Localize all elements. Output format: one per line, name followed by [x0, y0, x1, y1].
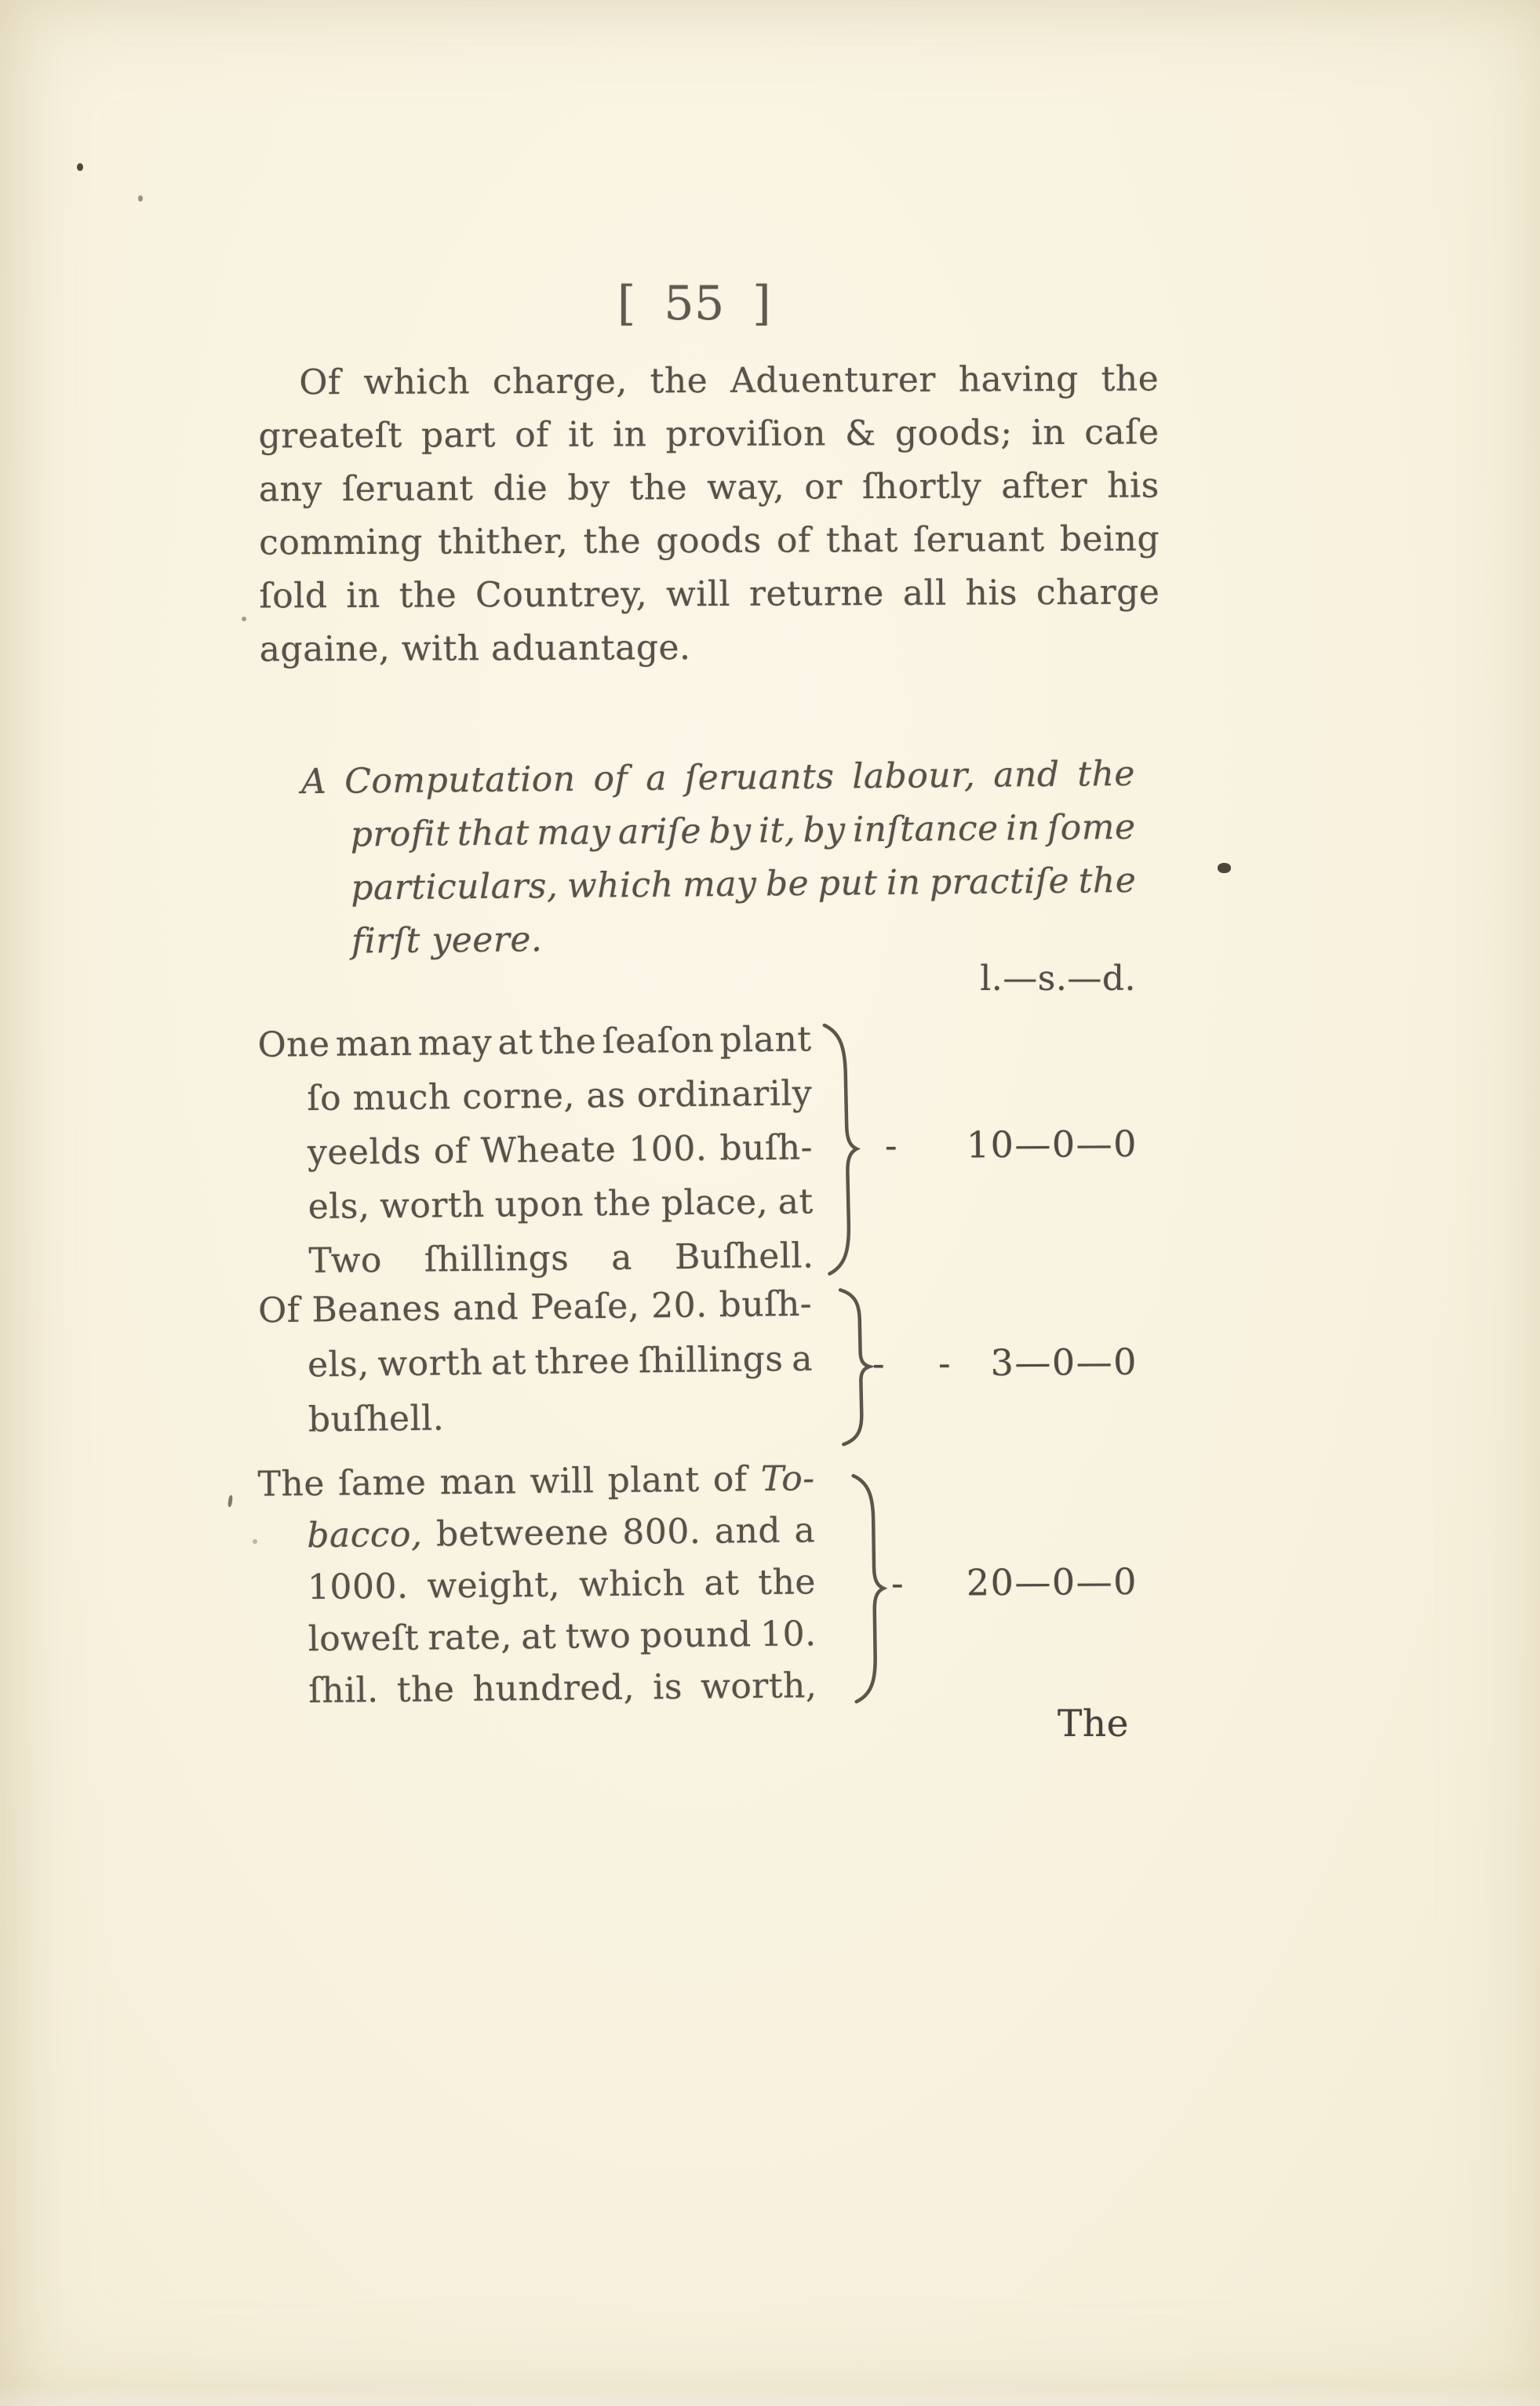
word: die — [493, 468, 548, 509]
word: hundred, — [472, 1667, 635, 1709]
word: his — [965, 573, 1018, 613]
text-line — [257, 1453, 815, 1510]
word: in — [886, 862, 921, 903]
word: may — [536, 812, 611, 854]
word: way, — [707, 467, 785, 508]
word: betweene — [435, 1512, 610, 1555]
word: and — [452, 1287, 519, 1329]
ink-speck — [138, 195, 143, 202]
word: it, — [758, 810, 796, 851]
word: practiſe — [929, 861, 1070, 903]
text-line — [259, 1608, 817, 1665]
page-bottom-edge — [0, 2386, 1540, 2406]
word: Of — [257, 1290, 300, 1331]
value-row-beanes — [872, 1341, 1138, 1389]
value-dash: - — [890, 1561, 905, 1605]
word: corne, — [462, 1076, 576, 1117]
word: Beanes — [311, 1288, 442, 1330]
value-dash: - — [937, 1341, 952, 1385]
body-paragraph — [258, 352, 1160, 676]
value-row-tobacco — [891, 1560, 1138, 1609]
word: Wheate — [480, 1129, 617, 1171]
word: any — [258, 469, 322, 510]
word: at — [704, 1563, 740, 1603]
word: Computation — [344, 759, 576, 802]
word: a — [791, 1338, 814, 1380]
word: comming — [259, 522, 423, 563]
word: a — [794, 1510, 816, 1551]
word: three — [534, 1341, 631, 1383]
text-line — [258, 1505, 816, 1562]
word: after — [1001, 465, 1088, 507]
word: greateſt — [258, 415, 402, 457]
computation-heading — [301, 748, 1138, 969]
word: ſo — [307, 1078, 342, 1119]
word: proviſion — [665, 413, 827, 455]
word: his — [1107, 465, 1160, 506]
word: A — [300, 761, 327, 803]
word: will — [665, 573, 731, 615]
word: that — [457, 813, 530, 854]
word: & — [844, 413, 876, 454]
word: may — [417, 1022, 493, 1064]
word: that — [825, 519, 899, 561]
word: ſeruant — [913, 519, 1045, 560]
word: The — [257, 1463, 326, 1505]
word: which — [566, 864, 674, 906]
word: worth — [377, 1342, 483, 1385]
word: the — [538, 1021, 597, 1062]
brace-entry-beanes — [832, 1286, 874, 1447]
word: upon — [494, 1184, 584, 1225]
word: ordinarily — [636, 1073, 813, 1116]
word: having — [958, 359, 1079, 400]
word: at — [521, 1616, 557, 1658]
text-line — [301, 801, 1136, 862]
value-dash: - — [884, 1124, 899, 1167]
word: ſame — [337, 1462, 427, 1504]
word: charge, — [492, 361, 628, 402]
word: of — [776, 520, 811, 561]
word: may — [682, 864, 757, 905]
word: labour, — [852, 755, 976, 797]
word: ariſe — [617, 811, 702, 853]
word: the — [396, 1669, 455, 1710]
word: place, — [661, 1181, 769, 1224]
text-line — [259, 512, 1160, 570]
word: caſe — [1084, 412, 1160, 453]
word: the — [399, 575, 457, 616]
word: goods; — [894, 413, 1013, 453]
word: in — [612, 414, 647, 455]
word: 800. — [622, 1511, 701, 1552]
word: Aduenturer — [730, 359, 937, 401]
word: To- — [760, 1458, 815, 1500]
word: of — [515, 414, 550, 456]
catchword: The — [1058, 1702, 1129, 1745]
word: weight, — [427, 1564, 561, 1607]
text-line — [260, 1660, 817, 1717]
word: the — [650, 361, 708, 402]
ink-speck — [253, 1539, 257, 1544]
word: the — [1077, 753, 1136, 795]
word: in — [346, 575, 380, 617]
word: by — [567, 468, 610, 508]
word: Buſhell. — [674, 1236, 814, 1278]
brace-entry-corne — [815, 1019, 863, 1279]
word: 100. — [628, 1128, 708, 1170]
word: man — [335, 1023, 413, 1065]
text-line — [258, 406, 1159, 463]
text-line — [259, 459, 1160, 516]
word: ſeruants — [684, 756, 835, 799]
word: the — [583, 521, 642, 562]
word: ſold — [259, 576, 328, 617]
word: rate, — [428, 1617, 513, 1658]
word: goods — [656, 520, 762, 562]
money-value: 10—0—0 — [966, 1122, 1138, 1167]
word: a — [611, 1237, 633, 1278]
money-column-header: l.—s.—d. — [980, 959, 1136, 999]
word: loweſt — [308, 1618, 420, 1660]
word: and — [714, 1510, 781, 1552]
word: ſhortly — [861, 466, 982, 508]
word: plant — [719, 1019, 812, 1061]
word: the — [1101, 359, 1160, 399]
text-line — [258, 1066, 813, 1126]
word: Two — [308, 1240, 383, 1282]
value-row-corne — [885, 1123, 1138, 1171]
word: els, — [307, 1344, 370, 1385]
word: put — [817, 863, 878, 904]
word: of — [593, 759, 628, 799]
word: much — [352, 1077, 451, 1119]
text-line — [258, 352, 1159, 409]
word: the — [758, 1562, 817, 1603]
word: plant — [607, 1459, 700, 1501]
text-line — [257, 1012, 812, 1072]
page-number: [ 55 ] — [617, 276, 772, 331]
word: at — [490, 1342, 527, 1383]
word: ſhillings — [638, 1339, 784, 1381]
money-value: 3—0—0 — [990, 1340, 1138, 1385]
entry-corne — [257, 1012, 814, 1288]
word: Of — [299, 362, 341, 403]
word: or — [804, 467, 843, 508]
word: ſhil. — [308, 1670, 379, 1712]
word: two — [565, 1615, 632, 1657]
word: worth — [379, 1185, 486, 1227]
word: in — [1005, 808, 1040, 849]
word: returne — [748, 573, 885, 614]
word: particulars, — [351, 865, 559, 908]
word: ſeaſon — [602, 1020, 715, 1062]
word: One — [257, 1024, 330, 1065]
value-dash: - — [872, 1342, 887, 1385]
word: by — [708, 810, 752, 852]
word: ſhillings — [424, 1238, 570, 1280]
word: which — [578, 1563, 686, 1605]
word: els, — [308, 1186, 370, 1228]
word: buſh- — [719, 1127, 814, 1169]
brace-entry-tobacco — [844, 1471, 888, 1707]
word: Countrey, — [475, 574, 648, 616]
ink-speck — [242, 617, 246, 621]
word: by — [803, 810, 846, 850]
text-segment: againe, with aduantage. — [259, 628, 691, 670]
text-line — [259, 1387, 814, 1449]
word: ſeruant — [341, 468, 474, 510]
word: profit — [350, 814, 450, 855]
word: 20. — [650, 1285, 708, 1327]
text-segment: buſhell. — [308, 1398, 445, 1440]
word: the — [1078, 860, 1137, 901]
word: in — [1031, 413, 1066, 453]
word: the — [629, 468, 688, 508]
word: inſtance — [852, 808, 999, 850]
word: at — [497, 1022, 533, 1063]
ink-speck — [1218, 863, 1231, 873]
word: man — [439, 1461, 517, 1503]
word: part — [420, 415, 497, 456]
entry-tobacco — [257, 1453, 817, 1717]
word: charge — [1036, 572, 1160, 613]
text-line — [260, 619, 1160, 676]
word: as — [586, 1075, 626, 1116]
text-line — [302, 854, 1137, 915]
word: thither, — [437, 521, 569, 562]
word: bacco, — [307, 1514, 423, 1556]
word: a — [645, 758, 668, 799]
ink-speck — [228, 1495, 233, 1508]
word: Peaſe, — [530, 1286, 640, 1328]
word: being — [1059, 519, 1160, 560]
text-line — [259, 566, 1160, 623]
word: worth, — [700, 1665, 817, 1707]
word: the — [593, 1183, 652, 1225]
word: is — [652, 1667, 683, 1708]
text-line — [258, 1277, 813, 1339]
word: 10. — [759, 1614, 817, 1655]
text-line — [259, 1174, 814, 1234]
word: will — [530, 1461, 595, 1502]
word: 1000. — [307, 1566, 409, 1608]
word: buſh- — [719, 1283, 813, 1326]
word: pound — [639, 1614, 752, 1656]
word: ſome — [1047, 806, 1136, 848]
word: and — [992, 754, 1060, 795]
word: all — [902, 573, 947, 613]
word: be — [765, 863, 810, 905]
word: which — [363, 362, 471, 402]
entry-beanes-pease — [258, 1277, 814, 1449]
text-line — [301, 748, 1136, 809]
text-segment: firſt yeere. — [351, 919, 543, 962]
ink-speck — [77, 163, 83, 171]
word: of — [712, 1459, 748, 1500]
word: of — [433, 1130, 468, 1172]
word: yeelds — [307, 1131, 422, 1174]
money-value: 20—0—0 — [966, 1560, 1138, 1604]
word: at — [777, 1181, 814, 1222]
text-line — [259, 1332, 814, 1394]
word: it — [567, 414, 594, 455]
text-line — [259, 1556, 817, 1614]
text-line — [259, 1120, 814, 1180]
